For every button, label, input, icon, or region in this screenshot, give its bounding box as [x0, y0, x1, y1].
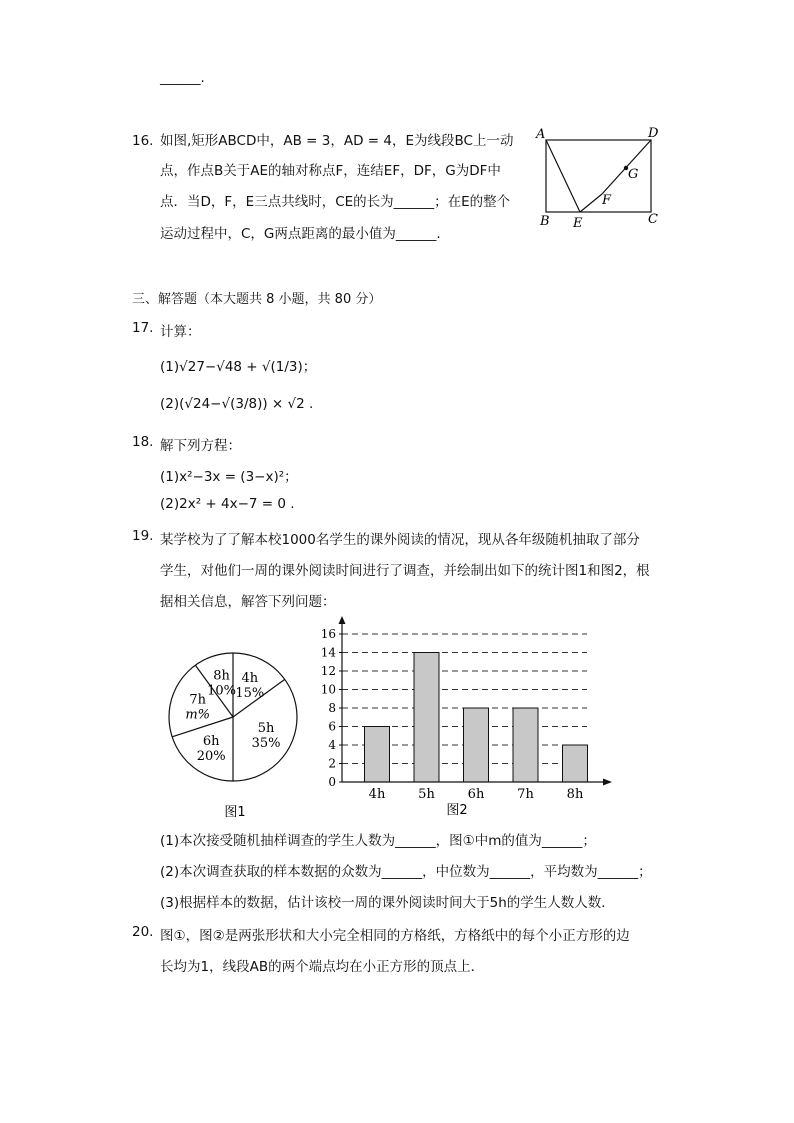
pie-slice-label: 5h [257, 720, 275, 736]
y-tick-label: 14 [320, 645, 336, 660]
pie-slice-value: 35% [251, 735, 281, 751]
bar-5h [414, 653, 439, 783]
q17-title: 计算： [160, 324, 201, 340]
q16-line-4: 运动过程中，C，G两点距离的最小值为______. [160, 226, 441, 242]
q19-number: 19. [132, 528, 154, 544]
pie-slice-label: 8h [213, 668, 230, 684]
q20-line-2: 长均为1，线段AB的两个端点均在小正方形的顶点上． [160, 959, 485, 975]
bar-8h [563, 745, 588, 782]
x-tick-label: 8h [566, 787, 584, 802]
q19-line-3: 据相关信息，解答下列问题： [160, 594, 336, 610]
bar-7h [513, 708, 538, 782]
label-e: E [573, 216, 583, 231]
q19-sub-1: (1)本次接受随机抽样调查的学生人数为______，图①中m的值为______； [160, 833, 596, 849]
q17-part-1: (1)√27−√48 + √(1/3)； [160, 359, 317, 375]
bar-chart-figure-2 [312, 612, 622, 822]
pie-slice-label: 6h [202, 734, 220, 750]
x-tick-label: 4h [368, 787, 386, 802]
label-g: G [628, 167, 639, 182]
y-axis-arrow [339, 616, 346, 624]
y-tick-label: 6 [328, 719, 336, 734]
q19-sub-2: (2)本次调查获取的样本数据的众数为______，中位数为______，平均数为______； [160, 864, 652, 880]
segment-ae [546, 140, 580, 212]
q19-line-2: 学生，对他们一周的课外阅读时间进行了调查，并绘制出如下的统计图1和图2，根 [160, 563, 650, 579]
q18-part-1: (1)x²−3x = (3−x)²； [160, 469, 298, 485]
q20-number: 20. [132, 924, 154, 940]
figure-2-caption: 图2 [446, 803, 468, 818]
q16-line-1: 如图,矩形ABCD中，AB = 3，AD = 4，E为线段BC上一动 [160, 133, 514, 149]
q16-line-3: 点．当D，F，E三点共线时，CE的长为______；在E的整个 [160, 194, 511, 210]
pie-slice-label: 7h [189, 692, 207, 708]
q17-part-2: (2)(√24−√(3/8)) × √2 . [160, 396, 314, 412]
q16-number: 16. [132, 133, 154, 149]
x-tick-label: 7h [517, 787, 534, 802]
label-a: A [536, 127, 546, 142]
q18-number: 18. [132, 434, 154, 450]
label-f: F [602, 193, 612, 208]
y-tick-label: 2 [328, 756, 336, 771]
segment-ef [580, 194, 602, 212]
figure-1-caption: 图1 [224, 805, 246, 820]
pie-slice-label: 4h [241, 670, 259, 686]
y-tick-label: 12 [320, 664, 336, 678]
y-tick-label: 10 [320, 682, 336, 697]
x-tick-label: 5h [418, 787, 435, 802]
pie-slice-value: m% [185, 707, 211, 723]
q19-sub-3: (3)根据样本的数据，估计该校一周的课外阅读时间大于5h的学生人数人数． [160, 895, 615, 911]
q18-title: 解下列方程： [160, 438, 241, 454]
x-tick-label: 6h [467, 787, 485, 802]
pie-slice-value: 10% [207, 683, 236, 699]
y-tick-label: 8 [328, 701, 336, 715]
q20-line-1: 图①，图②是两张形状和大小完全相同的方格纸，方格纸中的每个小正方形的边 [160, 928, 630, 944]
label-b: B [540, 214, 550, 229]
label-d: D [648, 126, 659, 141]
q18-part-2: (2)2x² + 4x−7 = 0 . [160, 496, 295, 512]
section-3-heading: 三、解答题（本大题共 8 小题，共 80 分） [132, 292, 382, 307]
x-axis-arrow [603, 779, 612, 786]
pie-slice-value: 15% [235, 685, 265, 701]
q16-line-2: 点，作点B关于AE的轴对称点F，连结EF，DF，G为DF中 [160, 163, 501, 179]
bar-4h [365, 727, 390, 783]
bar-6h [464, 708, 489, 782]
label-c: C [648, 212, 658, 227]
y-tick-label: 4 [328, 738, 336, 752]
y-tick-label: 0 [328, 775, 336, 789]
pie-chart-figure-1 [160, 640, 310, 825]
q17-number: 17. [132, 320, 154, 336]
y-tick-label: 16 [320, 627, 336, 641]
previous-answer-blank: ______. [160, 70, 205, 86]
q16-rectangle-figure [530, 122, 670, 232]
pie-slice-value: 20% [196, 749, 226, 765]
q19-line-1: 某学校为了了解本校1000名学生的课外阅读的情况，现从各年级随机抽取了部分 [160, 532, 640, 548]
